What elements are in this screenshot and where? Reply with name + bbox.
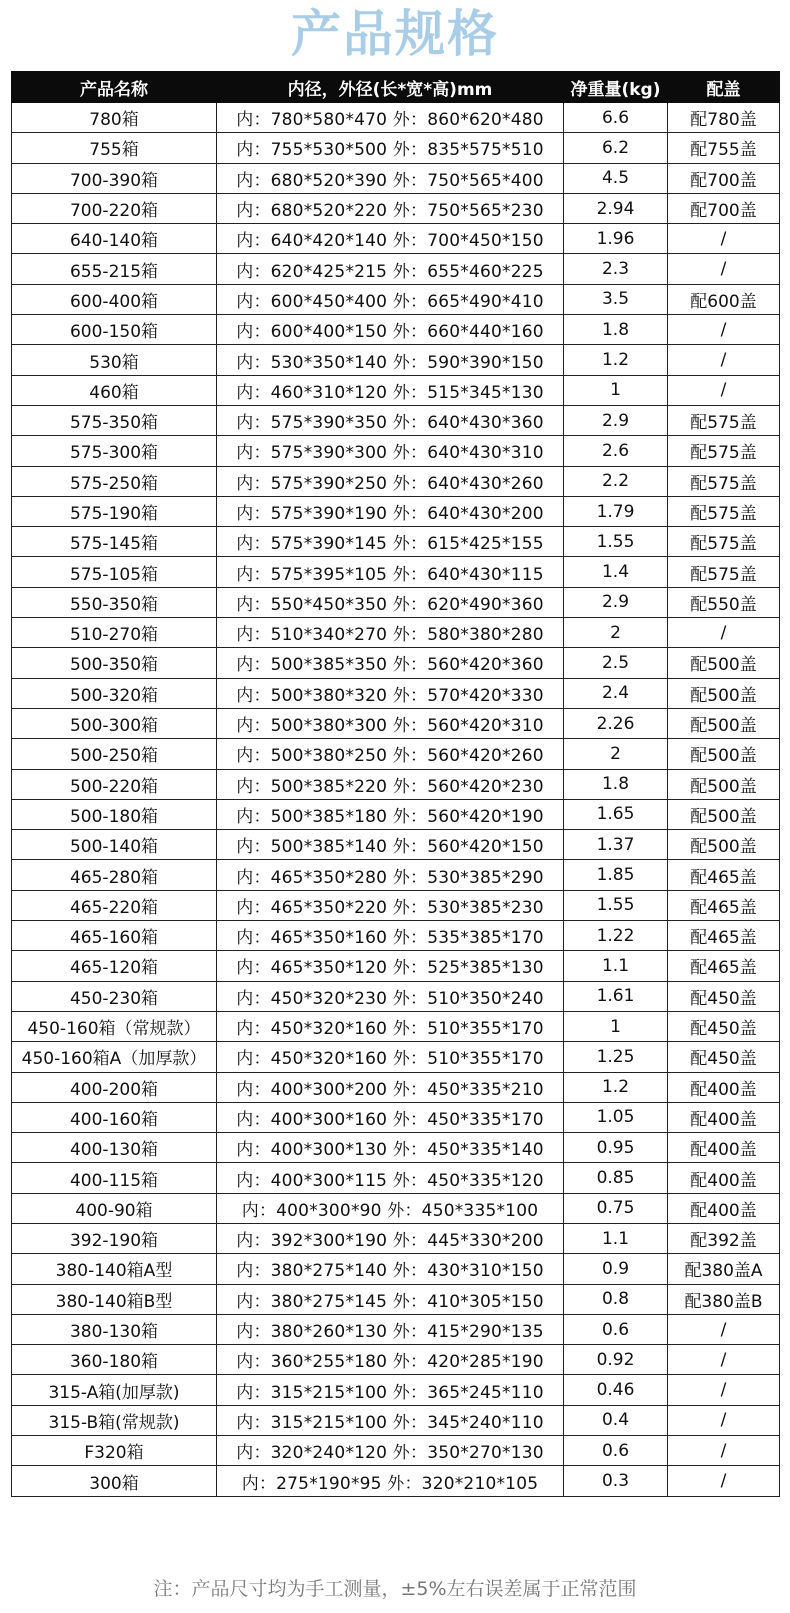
lid-cell: 配380盖A <box>668 1254 780 1284</box>
table-row <box>12 1042 780 1072</box>
product-name-cell: 575-145箱 <box>12 527 217 557</box>
product-name-cell: 755箱 <box>12 133 217 163</box>
lid-cell: 配465盖 <box>668 921 780 951</box>
dimensions-cell: 内：500*380*250 外：560*420*260 <box>217 739 564 769</box>
header-lid: 配盖 <box>668 72 780 103</box>
table-row <box>12 1163 780 1193</box>
net-weight-cell: 1.61 <box>564 981 668 1011</box>
table-row <box>12 1254 780 1284</box>
lid-cell: 配500盖 <box>668 799 780 829</box>
product-name-cell: 450-160箱（常规款） <box>12 1011 217 1041</box>
net-weight-cell: 0.85 <box>564 1163 668 1193</box>
net-weight-cell: 1.2 <box>564 345 668 375</box>
table-row <box>12 1345 780 1375</box>
dimensions-cell: 内：530*350*140 外：590*390*150 <box>217 345 564 375</box>
table-row <box>12 224 780 254</box>
spec-table <box>11 71 780 1497</box>
product-name-cell: 530箱 <box>12 345 217 375</box>
net-weight-cell: 1 <box>564 375 668 405</box>
net-weight-cell: 1.22 <box>564 921 668 951</box>
net-weight-cell: 2.3 <box>564 254 668 284</box>
table-row <box>12 860 780 890</box>
table-row <box>12 405 780 435</box>
product-name-cell: 315-A箱(加厚款) <box>12 1375 217 1405</box>
dimensions-cell: 内：465*350*220 外：530*385*230 <box>217 890 564 920</box>
product-name-cell: 780箱 <box>12 103 217 133</box>
dimensions-cell: 内：400*300*160 外：450*335*170 <box>217 1102 564 1132</box>
dimensions-cell: 内：460*310*120 外：515*345*130 <box>217 375 564 405</box>
header-product-name: 产品名称 <box>12 72 217 103</box>
lid-cell: / <box>668 315 780 345</box>
dimensions-cell: 内：640*420*140 外：700*450*150 <box>217 224 564 254</box>
net-weight-cell: 0.3 <box>564 1466 668 1496</box>
product-name-cell: 465-120箱 <box>12 951 217 981</box>
product-name-cell: 400-130箱 <box>12 1133 217 1163</box>
product-name-cell: 500-350箱 <box>12 648 217 678</box>
dimensions-cell: 内：575*390*145 外：615*425*155 <box>217 527 564 557</box>
lid-cell: 配500盖 <box>668 678 780 708</box>
table-row <box>12 557 780 587</box>
table-row <box>12 315 780 345</box>
lid-cell: 配575盖 <box>668 405 780 435</box>
net-weight-cell: 0.95 <box>564 1133 668 1163</box>
product-name-cell: 575-350箱 <box>12 405 217 435</box>
table-row <box>12 708 780 738</box>
header-dimensions: 内径，外径(长*宽*高)mm <box>217 72 564 103</box>
table-row <box>12 1133 780 1163</box>
product-name-cell: 300箱 <box>12 1466 217 1496</box>
table-row <box>12 375 780 405</box>
table-row <box>12 981 780 1011</box>
table-row <box>12 799 780 829</box>
product-name-cell: 575-300箱 <box>12 436 217 466</box>
product-name-cell: 600-150箱 <box>12 315 217 345</box>
dimensions-cell: 内：380*275*140 外：430*310*150 <box>217 1254 564 1284</box>
net-weight-cell: 1.2 <box>564 1072 668 1102</box>
net-weight-cell: 2.94 <box>564 193 668 223</box>
dimensions-cell: 内：680*520*390 外：750*565*400 <box>217 163 564 193</box>
dimensions-cell: 内：500*385*140 外：560*420*150 <box>217 830 564 860</box>
table-row <box>12 830 780 860</box>
dimensions-cell: 内：680*520*220 外：750*565*230 <box>217 193 564 223</box>
net-weight-cell: 1.96 <box>564 224 668 254</box>
dimensions-cell: 内：465*350*280 外：530*385*290 <box>217 860 564 890</box>
lid-cell: / <box>668 1405 780 1435</box>
lid-cell: 配465盖 <box>668 860 780 890</box>
lid-cell: 配575盖 <box>668 496 780 526</box>
net-weight-cell: 0.75 <box>564 1193 668 1223</box>
net-weight-cell: 2 <box>564 618 668 648</box>
net-weight-cell: 1 <box>564 1011 668 1041</box>
lid-cell: / <box>668 345 780 375</box>
lid-cell: / <box>668 254 780 284</box>
net-weight-cell: 1.4 <box>564 557 668 587</box>
dimensions-cell: 内：320*240*120 外：350*270*130 <box>217 1436 564 1466</box>
lid-cell: 配575盖 <box>668 557 780 587</box>
product-name-cell: 400-200箱 <box>12 1072 217 1102</box>
table-row <box>12 466 780 496</box>
lid-cell: 配450盖 <box>668 1011 780 1041</box>
lid-cell: 配500盖 <box>668 648 780 678</box>
product-name-cell: 465-160箱 <box>12 921 217 951</box>
lid-cell: / <box>668 1375 780 1405</box>
lid-cell: 配500盖 <box>668 708 780 738</box>
table-row <box>12 951 780 981</box>
product-name-cell: 380-140箱B型 <box>12 1284 217 1314</box>
table-row <box>12 921 780 951</box>
dimensions-cell: 内：620*425*215 外：655*460*225 <box>217 254 564 284</box>
net-weight-cell: 4.5 <box>564 163 668 193</box>
table-row <box>12 1102 780 1132</box>
table-row <box>12 618 780 648</box>
net-weight-cell: 1.55 <box>564 527 668 557</box>
product-name-cell: F320箱 <box>12 1436 217 1466</box>
dimensions-cell: 内：400*300*200 外：450*335*210 <box>217 1072 564 1102</box>
net-weight-cell: 2 <box>564 739 668 769</box>
table-row <box>12 1405 780 1435</box>
dimensions-cell: 内：400*300*115 外：450*335*120 <box>217 1163 564 1193</box>
table-row <box>12 1314 780 1344</box>
net-weight-cell: 3.5 <box>564 284 668 314</box>
net-weight-cell: 0.8 <box>564 1284 668 1314</box>
lid-cell: / <box>668 1466 780 1496</box>
table-row <box>12 1436 780 1466</box>
product-name-cell: 655-215箱 <box>12 254 217 284</box>
dimensions-cell: 内：450*320*160 外：510*355*170 <box>217 1011 564 1041</box>
net-weight-cell: 2.4 <box>564 678 668 708</box>
dimensions-cell: 内：500*385*220 外：560*420*230 <box>217 769 564 799</box>
product-name-cell: 400-90箱 <box>12 1193 217 1223</box>
lid-cell: 配400盖 <box>668 1102 780 1132</box>
net-weight-cell: 6.6 <box>564 103 668 133</box>
dimensions-cell: 内：755*530*500 外：835*575*510 <box>217 133 564 163</box>
net-weight-cell: 0.4 <box>564 1405 668 1435</box>
lid-cell: / <box>668 1345 780 1375</box>
net-weight-cell: 1.85 <box>564 860 668 890</box>
table-row <box>12 163 780 193</box>
dimensions-cell: 内：380*275*145 外：410*305*150 <box>217 1284 564 1314</box>
dimensions-cell: 内：315*215*100 外：365*245*110 <box>217 1375 564 1405</box>
net-weight-cell: 0.6 <box>564 1436 668 1466</box>
product-name-cell: 500-180箱 <box>12 799 217 829</box>
dimensions-cell: 内：575*390*350 外：640*430*360 <box>217 405 564 435</box>
net-weight-cell: 1.25 <box>564 1042 668 1072</box>
header-net-weight: 净重量(kg) <box>564 72 668 103</box>
lid-cell: 配780盖 <box>668 103 780 133</box>
dimensions-cell: 内：465*350*120 外：525*385*130 <box>217 951 564 981</box>
table-row <box>12 1011 780 1041</box>
net-weight-cell: 1.05 <box>564 1102 668 1132</box>
dimensions-cell: 内：780*580*470 外：860*620*480 <box>217 103 564 133</box>
lid-cell: 配700盖 <box>668 193 780 223</box>
table-row <box>12 587 780 617</box>
product-name-cell: 380-140箱A型 <box>12 1254 217 1284</box>
page-title: 产品规格 <box>291 5 499 63</box>
table-row <box>12 133 780 163</box>
table-row <box>12 648 780 678</box>
product-name-cell: 550-350箱 <box>12 587 217 617</box>
product-name-cell: 450-230箱 <box>12 981 217 1011</box>
lid-cell: 配500盖 <box>668 739 780 769</box>
table-row <box>12 1284 780 1314</box>
product-name-cell: 500-140箱 <box>12 830 217 860</box>
product-name-cell: 640-140箱 <box>12 224 217 254</box>
product-name-cell: 700-390箱 <box>12 163 217 193</box>
product-name-cell: 360-180箱 <box>12 1345 217 1375</box>
dimensions-cell: 内：275*190*95 外：320*210*105 <box>217 1466 564 1496</box>
dimensions-cell: 内：400*300*130 外：450*335*140 <box>217 1133 564 1163</box>
net-weight-cell: 2.26 <box>564 708 668 738</box>
lid-cell: 配755盖 <box>668 133 780 163</box>
lid-cell: 配575盖 <box>668 466 780 496</box>
net-weight-cell: 1.65 <box>564 799 668 829</box>
dimensions-cell: 内：575*390*190 外：640*430*200 <box>217 496 564 526</box>
lid-cell: / <box>668 618 780 648</box>
dimensions-cell: 内：450*320*160 外：510*355*170 <box>217 1042 564 1072</box>
product-name-cell: 450-160箱A（加厚款） <box>12 1042 217 1072</box>
table-row <box>12 436 780 466</box>
lid-cell: 配400盖 <box>668 1072 780 1102</box>
table-row <box>12 284 780 314</box>
product-name-cell: 392-190箱 <box>12 1223 217 1253</box>
dimensions-cell: 内：315*215*100 外：345*240*110 <box>217 1405 564 1435</box>
product-name-cell: 500-250箱 <box>12 739 217 769</box>
net-weight-cell: 0.6 <box>564 1314 668 1344</box>
net-weight-cell: 1.79 <box>564 496 668 526</box>
net-weight-cell: 1.1 <box>564 1223 668 1253</box>
table-row <box>12 890 780 920</box>
table-row <box>12 1466 780 1496</box>
dimensions-cell: 内：500*380*300 外：560*420*310 <box>217 708 564 738</box>
product-name-cell: 380-130箱 <box>12 1314 217 1344</box>
net-weight-cell: 1.8 <box>564 769 668 799</box>
net-weight-cell: 2.9 <box>564 587 668 617</box>
lid-cell: 配600盖 <box>668 284 780 314</box>
lid-cell: 配500盖 <box>668 769 780 799</box>
product-name-cell: 575-250箱 <box>12 466 217 496</box>
table-row <box>12 496 780 526</box>
product-name-cell: 500-220箱 <box>12 769 217 799</box>
product-name-cell: 500-300箱 <box>12 708 217 738</box>
table-row <box>12 345 780 375</box>
dimensions-cell: 内：550*450*350 外：620*490*360 <box>217 587 564 617</box>
dimensions-cell: 内：575*390*300 外：640*430*310 <box>217 436 564 466</box>
lid-cell: 配400盖 <box>668 1163 780 1193</box>
net-weight-cell: 0.92 <box>564 1345 668 1375</box>
dimensions-cell: 内：450*320*230 外：510*350*240 <box>217 981 564 1011</box>
product-name-cell: 700-220箱 <box>12 193 217 223</box>
table-row <box>12 193 780 223</box>
lid-cell: 配500盖 <box>668 830 780 860</box>
dimensions-cell: 内：465*350*160 外：535*385*170 <box>217 921 564 951</box>
net-weight-cell: 1.37 <box>564 830 668 860</box>
net-weight-cell: 0.46 <box>564 1375 668 1405</box>
lid-cell: 配400盖 <box>668 1133 780 1163</box>
lid-cell: / <box>668 375 780 405</box>
lid-cell: 配380盖B <box>668 1284 780 1314</box>
dimensions-cell: 内：380*260*130 外：415*290*135 <box>217 1314 564 1344</box>
table-row <box>12 254 780 284</box>
net-weight-cell: 2.5 <box>564 648 668 678</box>
table-row <box>12 1072 780 1102</box>
net-weight-cell: 2.6 <box>564 436 668 466</box>
product-name-cell: 400-160箱 <box>12 1102 217 1132</box>
dimensions-cell: 内：400*300*90 外：450*335*100 <box>217 1193 564 1223</box>
footnote: 注：产品尺寸均为手工测量，±5%左右误差属于正常范围 <box>153 1578 637 1600</box>
lid-cell: 配550盖 <box>668 587 780 617</box>
product-name-cell: 575-105箱 <box>12 557 217 587</box>
product-name-cell: 510-270箱 <box>12 618 217 648</box>
dimensions-cell: 内：500*385*180 外：560*420*190 <box>217 799 564 829</box>
product-name-cell: 460箱 <box>12 375 217 405</box>
dimensions-cell: 内：600*450*400 外：665*490*410 <box>217 284 564 314</box>
lid-cell: 配465盖 <box>668 951 780 981</box>
product-name-cell: 600-400箱 <box>12 284 217 314</box>
lid-cell: 配465盖 <box>668 890 780 920</box>
product-name-cell: 575-190箱 <box>12 496 217 526</box>
table-row <box>12 678 780 708</box>
lid-cell: 配450盖 <box>668 981 780 1011</box>
dimensions-cell: 内：500*385*350 外：560*420*360 <box>217 648 564 678</box>
product-name-cell: 315-B箱(常规款) <box>12 1405 217 1435</box>
table-header-row <box>12 72 780 103</box>
net-weight-cell: 6.2 <box>564 133 668 163</box>
net-weight-cell: 1.55 <box>564 890 668 920</box>
lid-cell: 配450盖 <box>668 1042 780 1072</box>
lid-cell: 配392盖 <box>668 1223 780 1253</box>
dimensions-cell: 内：360*255*180 外：420*285*190 <box>217 1345 564 1375</box>
table-row <box>12 769 780 799</box>
net-weight-cell: 2.9 <box>564 405 668 435</box>
product-name-cell: 500-320箱 <box>12 678 217 708</box>
dimensions-cell: 内：575*390*250 外：640*430*260 <box>217 466 564 496</box>
table-row <box>12 103 780 133</box>
dimensions-cell: 内：392*300*190 外：445*330*200 <box>217 1223 564 1253</box>
lid-cell: 配575盖 <box>668 527 780 557</box>
dimensions-cell: 内：500*380*320 外：570*420*330 <box>217 678 564 708</box>
net-weight-cell: 1.1 <box>564 951 668 981</box>
table-row <box>12 739 780 769</box>
net-weight-cell: 0.9 <box>564 1254 668 1284</box>
product-name-cell: 465-280箱 <box>12 860 217 890</box>
product-name-cell: 465-220箱 <box>12 890 217 920</box>
table-body <box>12 103 780 1497</box>
lid-cell: 配575盖 <box>668 436 780 466</box>
lid-cell: / <box>668 1436 780 1466</box>
lid-cell: / <box>668 1314 780 1344</box>
table-row <box>12 527 780 557</box>
lid-cell: 配700盖 <box>668 163 780 193</box>
table-row <box>12 1223 780 1253</box>
product-name-cell: 400-115箱 <box>12 1163 217 1193</box>
lid-cell: 配400盖 <box>668 1193 780 1223</box>
dimensions-cell: 内：600*400*150 外：660*440*160 <box>217 315 564 345</box>
net-weight-cell: 2.2 <box>564 466 668 496</box>
dimensions-cell: 内：575*395*105 外：640*430*115 <box>217 557 564 587</box>
table-row <box>12 1375 780 1405</box>
net-weight-cell: 1.8 <box>564 315 668 345</box>
dimensions-cell: 内：510*340*270 外：580*380*280 <box>217 618 564 648</box>
table-row <box>12 1193 780 1223</box>
lid-cell: / <box>668 224 780 254</box>
